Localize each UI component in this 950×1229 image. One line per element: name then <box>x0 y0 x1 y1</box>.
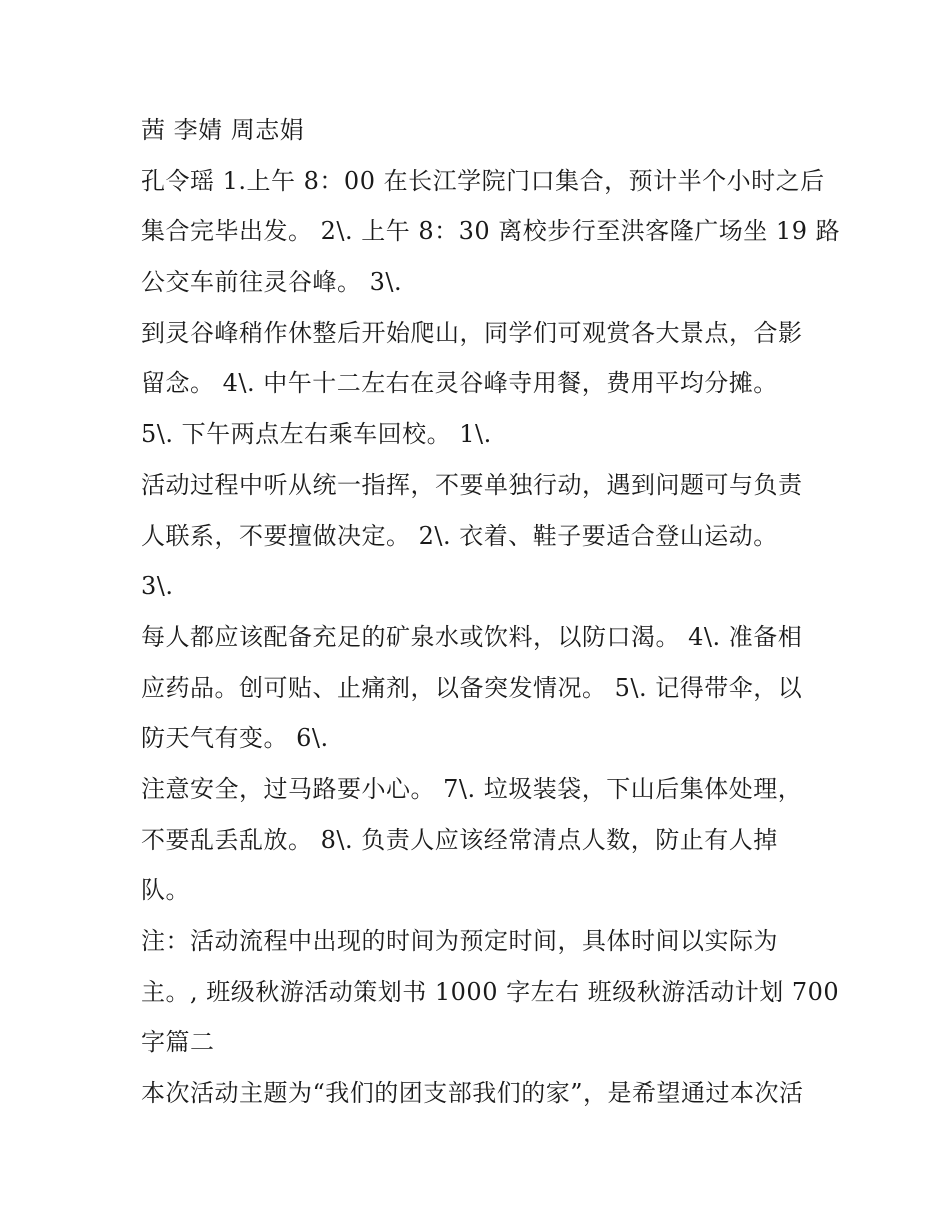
text-line: 防天气有变。 6\. <box>141 724 329 753</box>
text-line: 主。, 班级秋游活动策划书 1000 字左右 班级秋游活动计划 700 <box>141 977 840 1006</box>
text-line: 公交车前往灵谷峰。 3\. <box>141 268 403 297</box>
text-line: 人联系，不要擅做决定。 2\. 衣着、鞋子要适合登山运动。 <box>141 521 778 550</box>
text-line: 每人都应该配备充足的矿泉水或饮料，以防口渴。 4\. 准备相 <box>141 622 803 651</box>
text-line: 队。 <box>141 876 190 905</box>
text-line: 孔令瑶 1.上午 8：00 在长江学院门口集合，预计半个小时之后 <box>141 166 825 195</box>
document-body <box>141 112 841 1126</box>
text-line: 不要乱丢乱放。 8\. 负责人应该经常清点人数，防止有人掉 <box>141 825 778 854</box>
text-line: 字篇二 <box>141 1028 215 1057</box>
text-line: 茜 李婧 周志娟 <box>141 116 305 144</box>
text-line: 5\. 下午两点左右乘车回校。 1\. <box>141 420 492 449</box>
text-line: 到灵谷峰稍作休整后开始爬山，同学们可观赏各大景点，合影 <box>141 318 803 347</box>
text-line: 本次活动主题为“我们的团支部我们的家”，是希望通过本次活 <box>141 1079 804 1108</box>
text-line: 注意安全，过马路要小心。 7\. 垃圾装袋，下山后集体处理， <box>141 774 803 803</box>
text-line: 留念。 4\. 中午十二左右在灵谷峰寺用餐，费用平均分摊。 <box>141 369 778 398</box>
text-line: 应药品。创可贴、止痛剂，以备突发情况。 5\. 记得带伞，以 <box>141 673 803 702</box>
text-line: 集合完毕出发。 2\. 上午 8：30 离校步行至洪客隆广场坐 19 路 <box>141 217 841 246</box>
text-line: 3\. <box>141 572 174 601</box>
text-line: 活动过程中听从统一指挥，不要单独行动，遇到问题可与负责 <box>141 470 803 499</box>
text-line: 注：活动流程中出现的时间为预定时间，具体时间以实际为 <box>141 927 778 955</box>
